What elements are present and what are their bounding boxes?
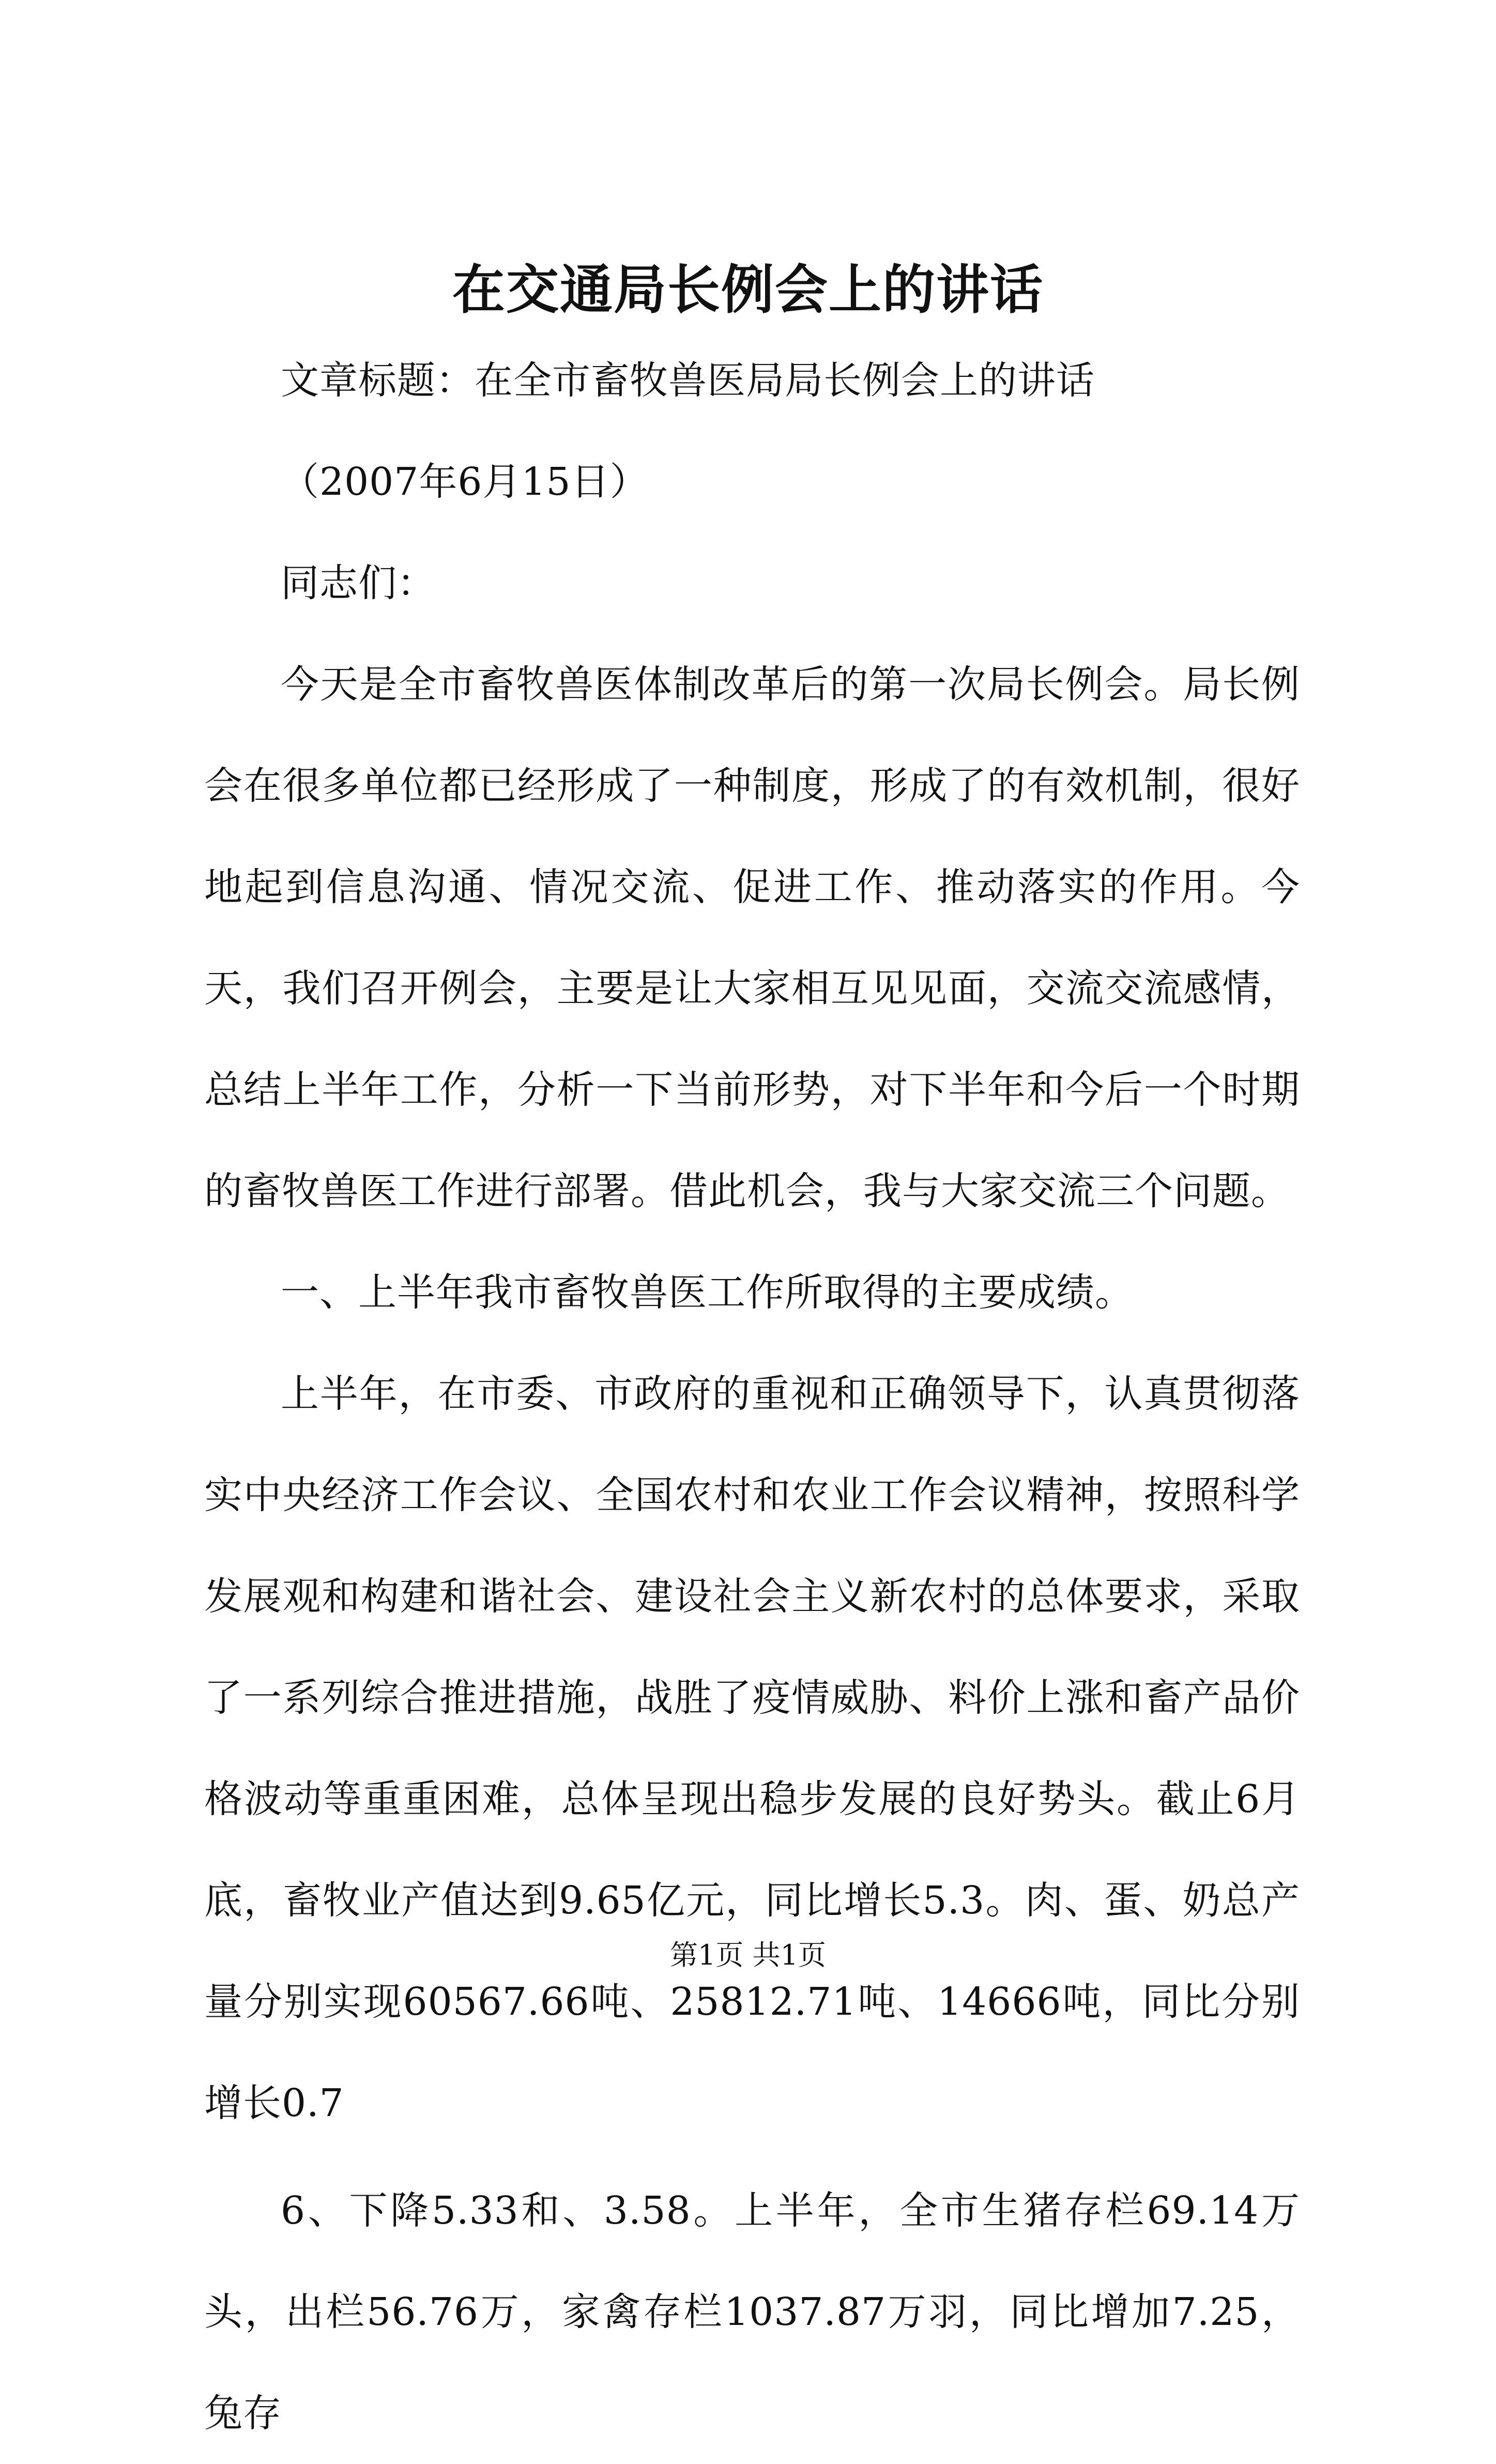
document-body [204,330,1300,2464]
salutation: 同志们： [281,561,436,605]
document-title: 在交通局长例会上的讲话 [452,259,1044,321]
article-title-line: 文章标题：在全市畜牧兽医局局长例会上的讲话 [281,358,1095,403]
section-heading-1: 一、上半年我市畜牧兽医工作所取得的主要成绩。 [281,1270,1134,1315]
paragraph-achievements: 上半年，在市委、市政府的重视和正确领导下，认真贯彻落实中央经济工作会议、全国农村和农业工作会议精神，按照科学发展观和构建和谐社会、建设社会主义新农村的总体要求，采取了一系列综合推进措施，战胜了疫情威胁、料价上涨和畜产品价格波动等重重困难，总体呈现出稳步发展的良好势头。截止6月底，畜牧业产值达到9.65亿元，同比增长5.3。肉、蛋、奶总产量分别实现60567.66吨、25812.71吨、14666吨，同比分别增长0.7 [204,1372,1300,2125]
page-footer: 第1页 共1页 [670,1939,826,1971]
paragraph-intro: 今天是全市畜牧兽医体制改革后的第一次局长例会。局长例会在很多单位都已经形成了一种制度，形成了的有效机制，很好地起到信息沟通、情况交流、促进工作、推动落实的作用。今天，我们召开例会，主要是让大家相互见见面，交流交流感情，总结上半年工作，分析一下当前形势，对下半年和今后一个时期的畜牧兽医工作进行部署。借此机会，我与大家交流三个问题。 [204,662,1300,1213]
paragraph-statistics: 6、下降5.33和、3.58。上半年，全市生猪存栏69.14万头，出栏56.76万，家禽存栏1037.87万羽，同比增加7.25，兔存 [204,2188,1300,2436]
date-line: （2007年6月15日） [281,460,649,504]
